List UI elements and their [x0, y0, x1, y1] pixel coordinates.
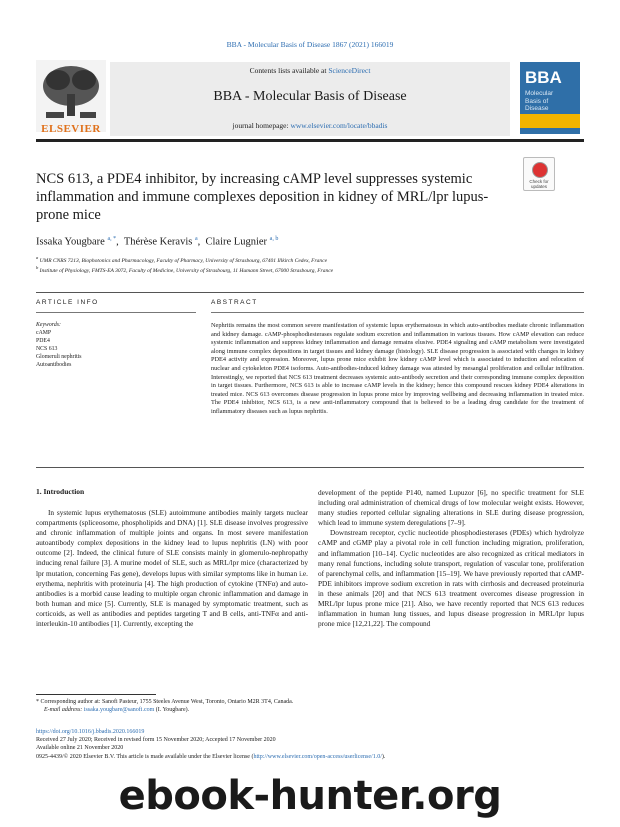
divider — [36, 312, 196, 313]
received-dates: Received 27 July 2020; Received in revised form 15 November 2020; Accepted 17 November 2020 — [36, 737, 276, 744]
license-line — [36, 753, 584, 761]
intro-right-column — [318, 488, 584, 629]
keyword: PDE4 — [36, 338, 50, 344]
keywords-label: Keywords: — [36, 322, 61, 328]
section-heading: 1. Introduction — [36, 487, 85, 496]
divider — [36, 467, 584, 468]
email-suffix: (I. Yougbare). — [154, 707, 190, 713]
badge-text: Check for updates — [529, 179, 549, 189]
email-line — [36, 706, 584, 714]
publisher-name: ELSEVIER — [41, 123, 101, 135]
license-link[interactable]: http://www.elsevier.com/open-access/userlicense/1.0/ — [253, 753, 382, 760]
email-link[interactable]: issaka.yougbare@sanofi.com — [83, 707, 155, 713]
affiliation — [36, 255, 584, 264]
email-label: E-mail address: — [44, 707, 84, 713]
affiliation-text: Institute of Physiology, FMTS-EA 3072, Faculty of Medicine, University of Strasbourg, 11 Humann Street, 67000 Strasbourg, France — [39, 267, 334, 274]
author-sup[interactable]: a — [194, 236, 198, 242]
cover-band — [520, 114, 580, 128]
keywords-block — [36, 321, 196, 369]
author-list: Issaka Yougbare $^{a, *}$, Thérèse Keravis $^a$, Claire Lugnier $^{a, b}$ — [36, 236, 279, 248]
affiliation-sup: b — [36, 265, 39, 270]
elsevier-tree-logo — [36, 60, 106, 132]
corresponding-author: * Corresponding author at: Sanofi Pasteur, 1755 Steeles Avenue West, Toronto, Ontario M2R 3T4, Canada. — [36, 699, 294, 705]
watermark: ebook-hunter.org — [118, 773, 502, 819]
keyword: Glomeruli nephritis — [36, 354, 82, 360]
intro-left-column — [36, 508, 308, 629]
keyword: NCS 613 — [36, 346, 58, 352]
sciencedirect-link[interactable]: ScienceDirect — [328, 66, 371, 75]
homepage-link[interactable]: www.elsevier.com/locate/bbadis — [290, 121, 388, 130]
abstract-label: ABSTRACT — [211, 299, 258, 306]
divider — [211, 312, 584, 313]
journal-name: BBA - Molecular Basis of Disease — [213, 89, 407, 104]
license-prefix: 0925-4439/© 2020 Elsevier B.V. This article is made available under the Elsevier license ( — [36, 753, 254, 760]
abstract-text: Nephritis remains the most common severe manifestation of systemic lupus erythematosus in which auto-antibodies mediate chronic inflammation and kidney damage. cAMP-phosphodiesterases regulate sodium excretion and inflammation in various tissues. How cAMP elevation can reduce systemic inflammation and suppress kidney inflammation and damage remains elusive. PDE4 signaling and cAMP metabolism were investigated along immune complex depositions in target tissues and kidney damage (histology). SLE disease progression is associated with changes in kidney PDE4 activity and expression. Moreover, lupus prone mice exhibit low kidney cAMP level which is associated to induction and relocation of nuclear and cytokeleton PDE4 isoforms. Auto-antibodies-induced kidney damage was attested by mesangial proliferation and cellular infiltration. Interestingly, we reported that NCS 613 treatment decreases systemic auto-antibody secretion and their corresponding immune complex deposition in target tissues. Furthermore, NCS 613 is able to increase cAMP levels in the kidney; hence this compound rescues kidney PDE4 alterations in treated mice. NCS 613 overcomes disease progression in lupus prone mice by improving wellbeing and decreasing inflammation in treated mice. The PDE4 inhibitor, NCS 613, is a new anti-inflammatory compound that is believed to be a leading drug candidate for the treatment of inflammatory diseases such as lupus nephritis. — [211, 322, 584, 415]
paragraph: development of the peptide P140, named Lupuzor [6], no specific treatment for SLE including oral administration of chemical drugs of low molecular weight exists. However, many studies reported cellular signaling alterations in SLE during disease progression, which lead to immune system deregulations [7–9]. — [318, 488, 584, 528]
footnote — [36, 698, 584, 714]
article-info-label: ARTICLE INFO — [36, 299, 99, 306]
journal-citation-link[interactable]: BBA - Molecular Basis of Disease 1867 (2021) 166019 — [226, 40, 394, 49]
journal-cover[interactable] — [520, 62, 580, 134]
check-for-updates-badge[interactable] — [523, 157, 555, 191]
cover-subtitle: Molecular Basis of Disease — [525, 90, 554, 112]
footnote-divider — [36, 694, 156, 695]
paragraph: In systemic lupus erythematosus (SLE) autoimmune antibodies mainly targets nuclear compartments (spliceosome, phospholipids and DNA) [1]. SLE disease involves progressive and chronic inflammation of multiple joints and organs. In most severe manifestation autoantibody complex depositions in the kidney lead to lupus nephritis (LN) with poor outcome [2]. Indeed, the clinical future of SLE consists mainly in glomerulo-nephropathy inducing renal failure [3]. A murine model of SLE, such as MRL/lpr mice (characterized by lpr mutation, concerning Fas gene), develops lupus with similar symptoms like in human i.e. erythema, nephritis with proteinuria [4]. The high production of cytokine (TNFα) and auto-antibodies is a morbid cause leading to multiple organ chronic inflammation and damage in both human and mice [5]. Currently, SLE is managed by symptomatic treatment, such as corticoids, as well as antibodies and peptides targeting T and B cells, anti-TNFα and anti-interleukin-10 antibodies [1]. Currently, excepting the — [36, 508, 308, 629]
homepage-prefix: journal homepage: — [232, 121, 291, 130]
contents-prefix: Contents lists available at — [249, 66, 329, 75]
keyword: Autoantibodies — [36, 362, 72, 368]
affiliation-text: UMR CNRS 7213, Biophotonics and Pharmacology, Faculty of Pharmacy, University of Strasbourg, 67401 Illkirch Cedex, France — [39, 257, 328, 264]
article-title: NCS 613, a PDE4 inhibitor, by increasing cAMP level suppresses systemic inflammation and immune complexes deposition in kidney of MRL/lpr lupus- prone mice — [36, 171, 489, 223]
contents-line — [110, 66, 510, 75]
author-sup[interactable]: a, * — [107, 236, 117, 242]
doi-link[interactable]: https://doi.org/10.1016/j.bbadis.2020.166019 — [36, 729, 145, 735]
keyword: cAMP — [36, 330, 52, 336]
affiliation — [36, 265, 584, 274]
author-name[interactable]: Claire Lugnier — [205, 236, 268, 248]
article-metadata — [36, 728, 584, 761]
license-suffix: ). — [381, 753, 386, 760]
affiliation-sup: a — [36, 255, 39, 260]
paragraph: Downstream receptor, cyclic nucleotide phosphodiesterases (PDEs) which hydrolyze cAMP and cGMP play a pivotal role in cell function including migration, proliferation, and inflammation [10–14]. Cyclic nucleotides are also recognized as critical mediators in many renal functions, including solute transport, regulation of vascular tone, proliferation of parenchymal cells, and inflammation [15–19]. We have previously reported that cAMP-PDE inhibitors improve sodium excretion in rats with cirrhosis and decreased proteinuria in these animals [20] and that NCS 613 treatment overcomes disease progression in MRL/lpr lupus prone mice [21]. Also, we have recently reported that NCS 613 reduces inflammation in human lung tissues, and lupus disease progression in MRL/lpr lupus prone mice [12,21,22]. The compound — [318, 528, 584, 629]
cover-title: BBA — [525, 68, 562, 87]
online-date: Available online 21 November 2020 — [36, 745, 124, 752]
author-sup[interactable]: a, b — [269, 236, 279, 242]
homepage-line — [110, 121, 510, 130]
author-name[interactable]: Issaka Yougbare — [36, 236, 105, 248]
author-name[interactable]: Thérèse Keravis — [123, 236, 193, 248]
update-icon — [532, 162, 548, 178]
divider — [36, 292, 584, 293]
